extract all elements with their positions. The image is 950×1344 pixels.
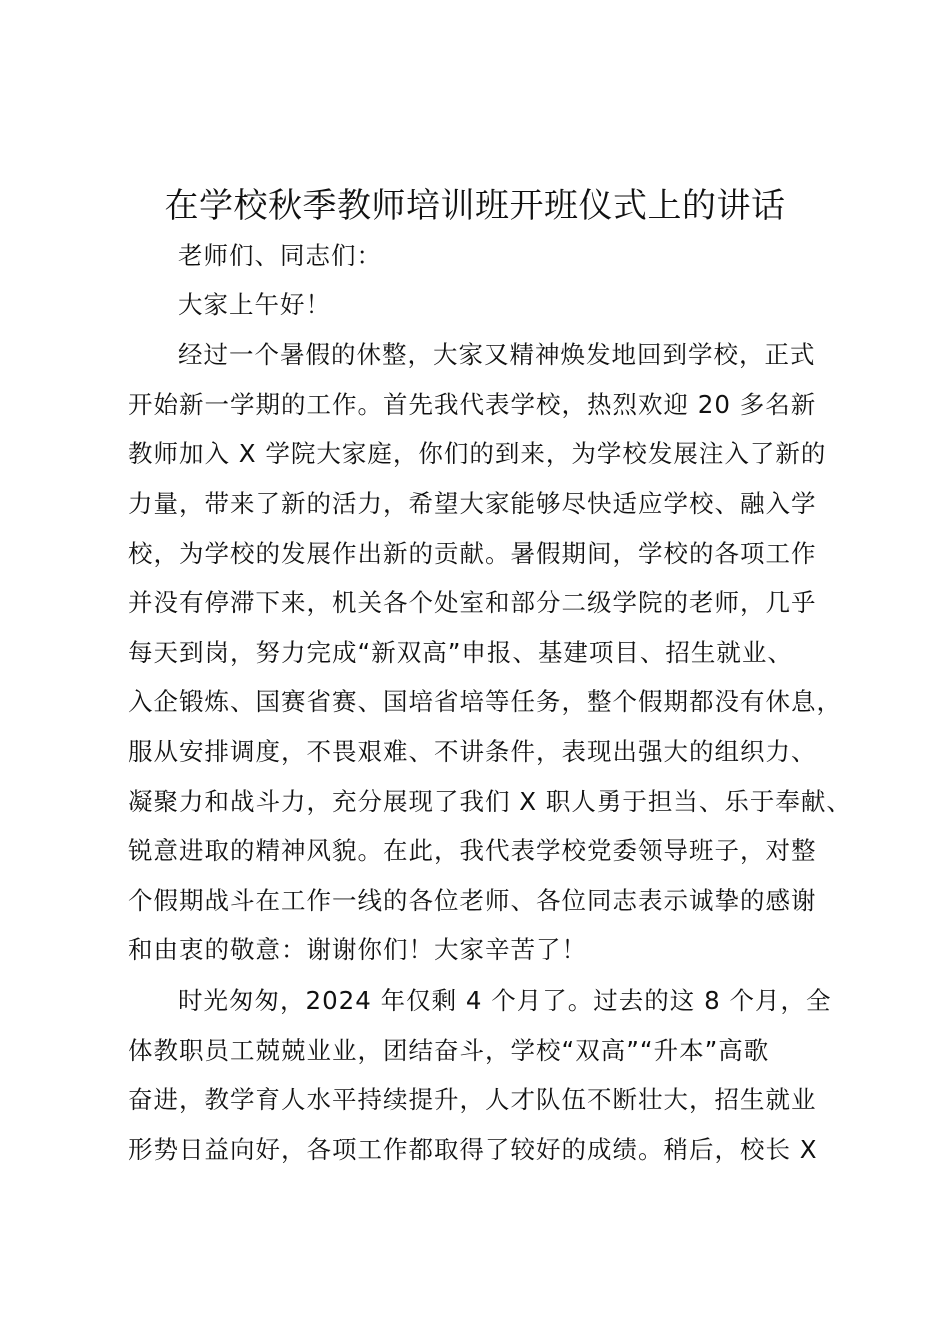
paragraph-2-line-2: 体教职员工兢兢业业，团结奋斗，学校“双高”“升本”高歌 — [128, 1036, 770, 1065]
salutation-line: 老师们、同志们： — [178, 241, 382, 270]
paragraph-1-line-8: 入企锻炼、国赛省赛、国培省培等任务，整个假期都没有休息， — [128, 687, 842, 716]
paragraph-1-line-6: 并没有停滞下来，机关各个处室和部分二级学院的老师，几乎 — [128, 588, 817, 617]
paragraph-1-line-10: 凝聚力和战斗力，充分展现了我们 X 职人勇于担当、乐于奉献、 — [128, 787, 852, 816]
paragraph-2-line-4: 形势日益向好，各项工作都取得了较好的成绩。稍后，校长 X — [128, 1135, 818, 1164]
paragraph-2-line-3: 奋进，教学育人水平持续提升，人才队伍不断壮大，招生就业 — [128, 1085, 817, 1114]
paragraph-1-line-3: 教师加入 X 学院大家庭，你们的到来，为学校发展注入了新的 — [128, 439, 827, 468]
paragraph-1-line-7: 每天到岗，努力完成“新双高”申报、基建项目、招生就业、 — [128, 638, 793, 667]
paragraph-1-line-1: 经过一个暑假的休整，大家又精神焕发地回到学校，正式 — [178, 340, 816, 369]
paragraph-2-line-1: 时光匆匆，2024 年仅剩 4 个月了。过去的这 8 个月，全 — [178, 986, 832, 1015]
paragraph-1-line-13: 和由衷的敬意：谢谢你们！大家辛苦了！ — [128, 935, 587, 964]
paragraph-1-line-9: 服从安排调度，不畏艰难、不讲条件，表现出强大的组织力、 — [128, 737, 817, 766]
greeting-line: 大家上午好！ — [178, 290, 331, 319]
paragraph-1-line-11: 锐意进取的精神风貌。在此，我代表学校党委领导班子，对整 — [128, 836, 817, 865]
paragraph-1-line-12: 个假期战斗在工作一线的各位老师、各位同志表示诚挚的感谢 — [128, 886, 817, 915]
paragraph-1-line-5: 校，为学校的发展作出新的贡献。暑假期间，学校的各项工作 — [128, 539, 817, 568]
paragraph-1-line-2: 开始新一学期的工作。首先我代表学校，热烈欢迎 20 多名新 — [128, 390, 817, 419]
speech-title: 在学校秋季教师培训班开班仪式上的讲话 — [164, 186, 786, 226]
paragraph-1-line-4: 力量，带来了新的活力，希望大家能够尽快适应学校、融入学 — [128, 489, 817, 518]
